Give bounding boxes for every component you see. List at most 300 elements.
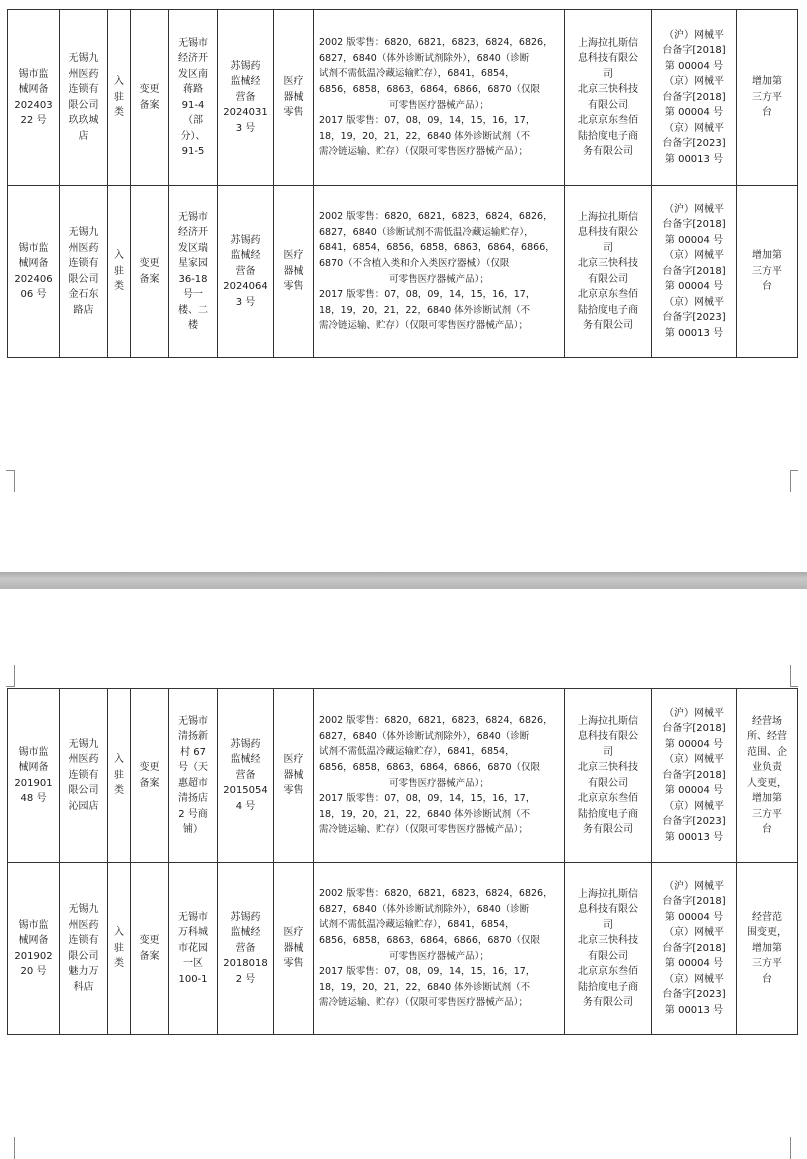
platform-company-line: 北京京东叁佰 [578,115,638,126]
address-line: 36-18 [178,273,208,285]
platform-company-line: 陆拾度电子商 [578,808,638,820]
entry-type-cell [108,10,131,186]
platform-company-line: 有限公司 [588,950,628,962]
platform-record-line: 台备字[2018] [662,769,726,781]
platform-record-cell [652,863,737,1035]
platform-record-line: 台备字[2023] [662,138,726,150]
company-name-line: 无锡九 [68,738,99,750]
platform-record-line: 第 00004 号 [664,281,724,293]
category-line: 零售 [283,785,304,797]
registration-table-page-2 [7,688,798,1035]
company-name-line: 限公司 [68,950,99,962]
platform-record-line: 第 00013 号 [664,153,724,165]
change-type-cell [131,689,169,863]
address-line: 发区瑞 [178,242,208,254]
business-scope-line: 试剂不需低温冷藏运输贮存），6841，6854， [319,919,515,931]
change-type-cell [131,10,169,186]
address-line: 万科城 [178,927,208,939]
license-number-line: 营备 [235,769,256,781]
business-scope-line: 需冷链运输、贮存）（仅限可零售医疗器械产品）； [319,824,529,836]
platform-record-line: 台备字[2018] [662,219,726,231]
address-line: 无锡市 [178,911,208,923]
company-name-line: 州医药 [68,242,99,254]
business-scope-line: 需冷链运输、贮存）（仅限可零售医疗器械产品）； [319,997,529,1009]
change-note-line: 增加第 [752,942,782,954]
change-note-line: 增加第 [752,250,782,262]
platform-record-line: 第 00004 号 [664,738,724,750]
crop-mark [14,665,15,687]
record-number-line: 202406 [14,273,53,285]
change-note-line: 台 [762,107,772,119]
record-number-cell [8,186,60,358]
company-name-line: 金石东 [68,289,99,300]
address-line: 村 67 [180,746,206,758]
platform-company-line: 司 [603,746,613,758]
platform-record-line: 台备字[2018] [662,91,726,103]
crop-mark [790,665,791,687]
business-scope-line: 6856，6858，6863，6864，6866，6870（仅限 [319,934,541,946]
change-type-cell [131,863,169,1035]
entry-type-line: 类 [114,785,124,797]
record-number-line: 202403 [14,99,53,111]
address-line: 清扬店 [178,793,208,804]
license-number-line: 苏锡药 [230,60,261,72]
address-cell [169,10,218,186]
platform-company-line: 务有限公司 [583,320,633,331]
address-line: 经济开 [178,227,208,238]
entry-type-cell [108,689,131,863]
address-line: 号（天 [178,762,208,773]
business-scope-line: 6827，6840（体外诊断试剂除外），6840（诊断 [319,52,530,64]
platform-record-line: 台备字[2018] [662,896,726,908]
company-name-cell [60,863,108,1035]
address-line: 蒋路 [183,84,203,95]
entry-type-line: 驻 [114,91,124,103]
address-line: 一区 [183,958,203,970]
platform-company-line: 陆拾度电子商 [578,981,638,993]
company-name-line: 连锁有 [68,258,99,269]
platform-company-line: 上海拉扎斯信 [578,888,638,900]
platform-company-line: 务有限公司 [583,824,633,835]
change-note-line: 增加第 [752,76,782,88]
platform-company-line: 息科技有限公 [578,53,638,64]
company-name-line: 州医药 [68,754,99,766]
platform-record-line: （京）网械平 [664,754,724,766]
business-scope-line: 试剂不需低温冷藏运输贮存），6841，6854， [319,68,515,80]
address-line: 楼、二 [178,304,208,316]
change-note-line: 三方平 [752,808,782,820]
business-scope-line: 18，19，20，21，22，6840 体外诊断试剂（不 [319,130,531,142]
platform-company-line: 息科技有限公 [578,731,638,742]
entry-type-line: 入 [114,754,124,766]
platform-company-line: 陆拾度电子商 [578,304,638,316]
category-cell [274,186,314,358]
crop-mark [790,470,791,492]
platform-company-line: 陆拾度电子商 [578,130,638,142]
platform-record-line: （沪）网械平 [664,203,724,215]
platform-company-line: 北京京东叁佰 [578,793,638,804]
change-note-line: 三方平 [752,958,782,970]
company-name-line: 沁园店 [68,800,99,812]
address-line: 市花园 [178,942,208,954]
category-line: 医疗 [283,927,304,939]
license-number-line: 营备 [235,265,256,277]
company-name-line: 路店 [73,304,94,316]
change-note-line: 范围、企 [747,746,787,758]
business-scope-line: 可零售医疗器械产品）； [389,99,489,111]
business-scope-line: 18，19，20，21，22，6840 体外诊断试剂（不 [319,981,531,993]
change-note-line: 围变更， [747,927,787,939]
address-line: 91-4 [181,99,205,111]
category-line: 器械 [283,769,304,781]
platform-record-line: 台备字[2023] [662,312,726,324]
change-type-cell [131,186,169,358]
license-number-line: 3 号 [235,296,256,308]
platform-company-line: 北京三快科技 [578,258,638,269]
company-name-line: 店 [78,130,89,142]
address-line: 无锡市 [178,211,208,223]
business-scope-line: 6827，6840（体外诊断试剂除外），6840（诊断 [319,903,530,915]
category-line: 器械 [283,265,304,277]
company-name-line: 连锁有 [68,84,99,95]
business-scope-line: 2002 版零售：6820，6821，6823，6824，6826， [319,211,553,223]
address-line: 经济开 [178,53,208,64]
document-page-2 [0,589,807,1158]
platform-record-line: 第 00004 号 [664,785,724,797]
table-row [8,10,798,186]
company-name-line: 无锡九 [68,227,99,238]
company-name-line: 无锡九 [68,904,99,915]
business-scope-line: 18，19，20，21，22，6840 体外诊断试剂（不 [319,808,531,820]
address-line: 分）、 [180,130,206,142]
record-number-cell [8,863,60,1035]
business-scope-cell [314,689,565,863]
platform-company-cell [565,186,652,358]
record-number-line: 22 号 [20,115,47,126]
platform-company-line: 北京京东叁佰 [578,966,638,977]
business-scope-line: 2002 版零售：6820，6821，6823，6824，6826， [319,715,553,727]
license-number-line: 2015054 [223,785,268,797]
platform-record-cell [652,10,737,186]
platform-company-line: 司 [603,68,613,80]
platform-record-line: 第 00004 号 [664,911,724,923]
platform-company-line: 息科技有限公 [578,227,638,238]
entry-type-line: 驻 [114,942,124,954]
platform-company-line: 有限公司 [588,99,628,111]
platform-record-line: （沪）网械平 [664,707,724,719]
platform-company-line: 有限公司 [588,777,628,789]
platform-record-line: （京）网械平 [664,927,724,939]
page-separator [0,572,807,589]
address-line: 无锡市 [178,37,208,49]
category-line: 器械 [283,91,304,103]
address-line: 铺） [183,824,203,835]
change-type-line: 变更 [139,762,160,773]
change-type-line: 变更 [139,258,160,269]
record-number-line: 锡市监 [18,919,49,931]
business-scope-line: 2017 版零售：07，08，09，14，15，16，17， [319,289,536,301]
platform-record-line: 第 00013 号 [664,1004,724,1016]
platform-company-cell [565,863,652,1035]
platform-company-cell [565,10,652,186]
crop-mark [14,470,15,492]
platform-record-line: 第 00013 号 [664,327,724,339]
license-number-line: 监械经 [230,754,261,766]
change-note-line: 业负责 [752,762,782,773]
crop-mark [790,1137,791,1159]
entry-type-line: 类 [114,958,124,970]
platform-record-cell [652,186,737,358]
business-scope-line: 可零售医疗器械产品）； [389,950,489,962]
record-number-line: 06 号 [20,289,47,300]
company-name-line: 限公司 [68,273,99,285]
license-number-line: 监械经 [230,927,261,939]
platform-record-line: （沪）网械平 [664,880,724,892]
table-row [8,689,798,863]
record-number-line: 械网备 [18,762,49,773]
license-number-cell [218,186,274,358]
change-type-line: 变更 [139,935,160,946]
platform-record-line: （京）网械平 [664,122,724,134]
business-scope-line: 可零售医疗器械产品）； [389,273,489,285]
crop-mark [14,1137,15,1159]
change-note-line: 增加第 [752,793,782,804]
business-scope-line: 需冷链运输、贮存）（仅限可零售医疗器械产品）； [319,320,529,332]
category-line: 医疗 [283,754,304,766]
record-number-line: 48 号 [20,793,47,804]
platform-record-line: 台备字[2023] [662,816,726,828]
business-scope-line: 6856，6858，6863，6864，6866，6870（仅限 [319,83,541,95]
record-number-line: 械网备 [18,84,49,95]
company-name-line: 连锁有 [68,935,99,946]
entry-type-line: 类 [114,107,124,119]
category-line: 医疗 [283,76,304,88]
change-note-cell [737,689,798,863]
platform-company-line: 司 [603,242,613,254]
address-line: 清扬新 [178,731,208,742]
record-number-cell [8,689,60,863]
address-cell [169,186,218,358]
platform-record-line: 第 00004 号 [664,107,724,119]
business-scope-line: 6870（不含植入类和介入类医疗器械）（仅限 [319,257,510,269]
platform-company-line: 息科技有限公 [578,904,638,915]
change-note-line: 台 [762,824,772,835]
document-page-1 [0,0,807,572]
entry-type-line: 入 [114,927,124,939]
license-number-line: 苏锡药 [230,234,261,246]
change-type-line: 备案 [139,99,160,111]
license-number-line: 苏锡药 [230,738,261,750]
business-scope-line: 18，19，20，21，22，6840 体外诊断试剂（不 [319,304,531,316]
business-scope-line: 试剂不需低温冷藏运输贮存），6841，6854， [319,746,515,758]
change-note-cell [737,10,798,186]
address-cell [169,863,218,1035]
business-scope-cell [314,10,565,186]
platform-record-line: 第 00004 号 [664,60,724,72]
business-scope-line: 6841，6854，6856，6858，6863，6864，6866， [319,242,555,254]
change-note-line: 三方平 [752,265,782,277]
category-cell [274,689,314,863]
change-note-line: 所、经营 [747,731,787,742]
crop-mark [790,470,798,471]
category-cell [274,863,314,1035]
change-type-line: 变更 [139,84,160,95]
company-name-cell [60,689,108,863]
address-line: 楼 [188,320,198,331]
business-scope-line: 2017 版零售：07，08，09，14，15，16，17， [319,793,536,805]
company-name-line: 科店 [73,981,94,993]
category-line: 医疗 [283,250,304,262]
license-number-cell [218,10,274,186]
change-note-cell [737,186,798,358]
license-number-line: 3 号 [235,122,256,134]
company-name-line: 无锡九 [68,53,99,64]
license-number-line: 4 号 [235,800,256,812]
change-note-line: 经营范 [752,911,782,923]
table-row [8,863,798,1035]
platform-record-line: 第 00013 号 [664,831,724,843]
address-line: 2 号商 [178,808,208,820]
company-name-line: 州医药 [68,68,99,80]
business-scope-line: 6827，6840（诊断试剂不需低温冷藏运输贮存）， [319,226,534,238]
platform-record-line: （京）网械平 [664,973,724,985]
platform-record-line: 第 00004 号 [664,234,724,246]
change-note-line: 台 [762,973,772,985]
entry-type-line: 类 [114,281,124,293]
platform-company-line: 务有限公司 [583,146,633,157]
address-line: 号一 [183,289,203,300]
platform-company-line: 北京三快科技 [578,84,638,95]
platform-company-line: 上海拉扎斯信 [578,37,638,49]
platform-record-line: 第 00004 号 [664,958,724,970]
license-number-line: 2 号 [235,973,256,985]
category-line: 零售 [283,281,304,293]
business-scope-line: 需冷链运输、贮存）（仅限可零售医疗器械产品）； [319,146,529,158]
address-line: 星家园 [178,258,208,269]
company-name-line: 玖玖城 [68,115,99,126]
platform-record-line: （京）网械平 [664,800,724,812]
change-type-line: 备案 [139,777,160,789]
platform-company-cell [565,689,652,863]
company-name-line: 州医药 [68,919,99,931]
platform-company-line: 北京三快科技 [578,762,638,773]
platform-record-line: 台备字[2023] [662,989,726,1001]
record-number-line: 锡市监 [18,746,49,758]
change-note-line: 台 [762,281,772,293]
license-number-line: 2018018 [223,958,268,970]
company-name-line: 限公司 [68,99,99,111]
category-line: 零售 [283,107,304,119]
business-scope-line: 2002 版零售：6820，6821，6823，6824，6826， [319,888,553,900]
address-line: （部 [183,115,203,126]
platform-company-line: 上海拉扎斯信 [578,715,638,727]
license-number-line: 2024064 [223,281,268,293]
address-line: 惠超市 [178,777,208,789]
platform-record-line: 台备字[2018] [662,45,726,57]
license-number-line: 苏锡药 [230,911,261,923]
crop-mark [6,470,14,471]
platform-record-line: （京）网械平 [664,250,724,262]
record-number-cell [8,10,60,186]
company-name-cell [60,186,108,358]
business-scope-cell [314,186,565,358]
entry-type-cell [108,186,131,358]
business-scope-line: 2002 版零售：6820，6821，6823，6824，6826， [319,37,553,49]
business-scope-line: 2017 版零售：07，08，09，14，15，16，17， [319,115,536,127]
company-name-cell [60,10,108,186]
platform-record-line: 台备字[2018] [662,265,726,277]
business-scope-line: 6827，6840（体外诊断试剂除外），6840（诊断 [319,730,530,742]
entry-type-line: 入 [114,250,124,262]
record-number-line: 锡市监 [18,242,49,254]
entry-type-line: 入 [114,76,124,88]
platform-company-line: 北京三快科技 [578,935,638,946]
registration-table-page-1 [7,9,798,358]
license-number-line: 2024031 [223,107,268,119]
table-row [8,186,798,358]
change-type-line: 备案 [139,273,160,285]
change-note-cell [737,863,798,1035]
record-number-line: 锡市监 [18,68,49,80]
platform-record-line: （沪）网械平 [664,29,724,41]
platform-company-line: 上海拉扎斯信 [578,211,638,223]
business-scope-line: 6856，6858，6863，6864，6866，6870（仅限 [319,761,541,773]
license-number-cell [218,863,274,1035]
business-scope-line: 2017 版零售：07，08，09，14，15，16，17， [319,966,536,978]
address-cell [169,689,218,863]
license-number-line: 监械经 [230,250,261,262]
platform-record-line: 台备字[2018] [662,723,726,735]
business-scope-line: 可零售医疗器械产品）； [389,777,489,789]
license-number-line: 营备 [235,942,256,954]
change-note-line: 经营场 [752,715,782,727]
change-note-line: 三方平 [752,91,782,103]
platform-company-line: 北京京东叁佰 [578,289,638,300]
record-number-line: 201901 [14,777,53,789]
platform-record-line: （京）网械平 [664,76,724,88]
platform-company-line: 司 [603,919,613,931]
platform-record-line: （京）网械平 [664,296,724,308]
address-line: 发区南 [178,68,208,80]
change-type-line: 备案 [139,950,160,962]
platform-company-line: 有限公司 [588,273,628,285]
change-note-line: 人变更， [747,777,787,789]
platform-record-cell [652,689,737,863]
license-number-line: 营备 [235,91,256,103]
category-cell [274,10,314,186]
company-name-line: 限公司 [68,785,99,797]
record-number-line: 20 号 [20,966,47,977]
entry-type-cell [108,863,131,1035]
record-number-line: 械网备 [18,258,49,269]
company-name-line: 魅力万 [68,966,99,977]
platform-company-line: 务有限公司 [583,997,633,1008]
platform-record-line: 台备字[2018] [662,942,726,954]
crop-mark [6,686,14,687]
entry-type-line: 驻 [114,265,124,277]
category-line: 零售 [283,958,304,970]
license-number-cell [218,689,274,863]
address-line: 91-5 [181,146,205,157]
business-scope-cell [314,863,565,1035]
address-line: 无锡市 [178,715,208,727]
company-name-line: 连锁有 [68,769,99,781]
entry-type-line: 驻 [114,769,124,781]
record-number-line: 械网备 [18,935,49,946]
license-number-line: 监械经 [230,76,261,88]
address-line: 100-1 [178,973,208,985]
record-number-line: 201902 [14,950,53,962]
